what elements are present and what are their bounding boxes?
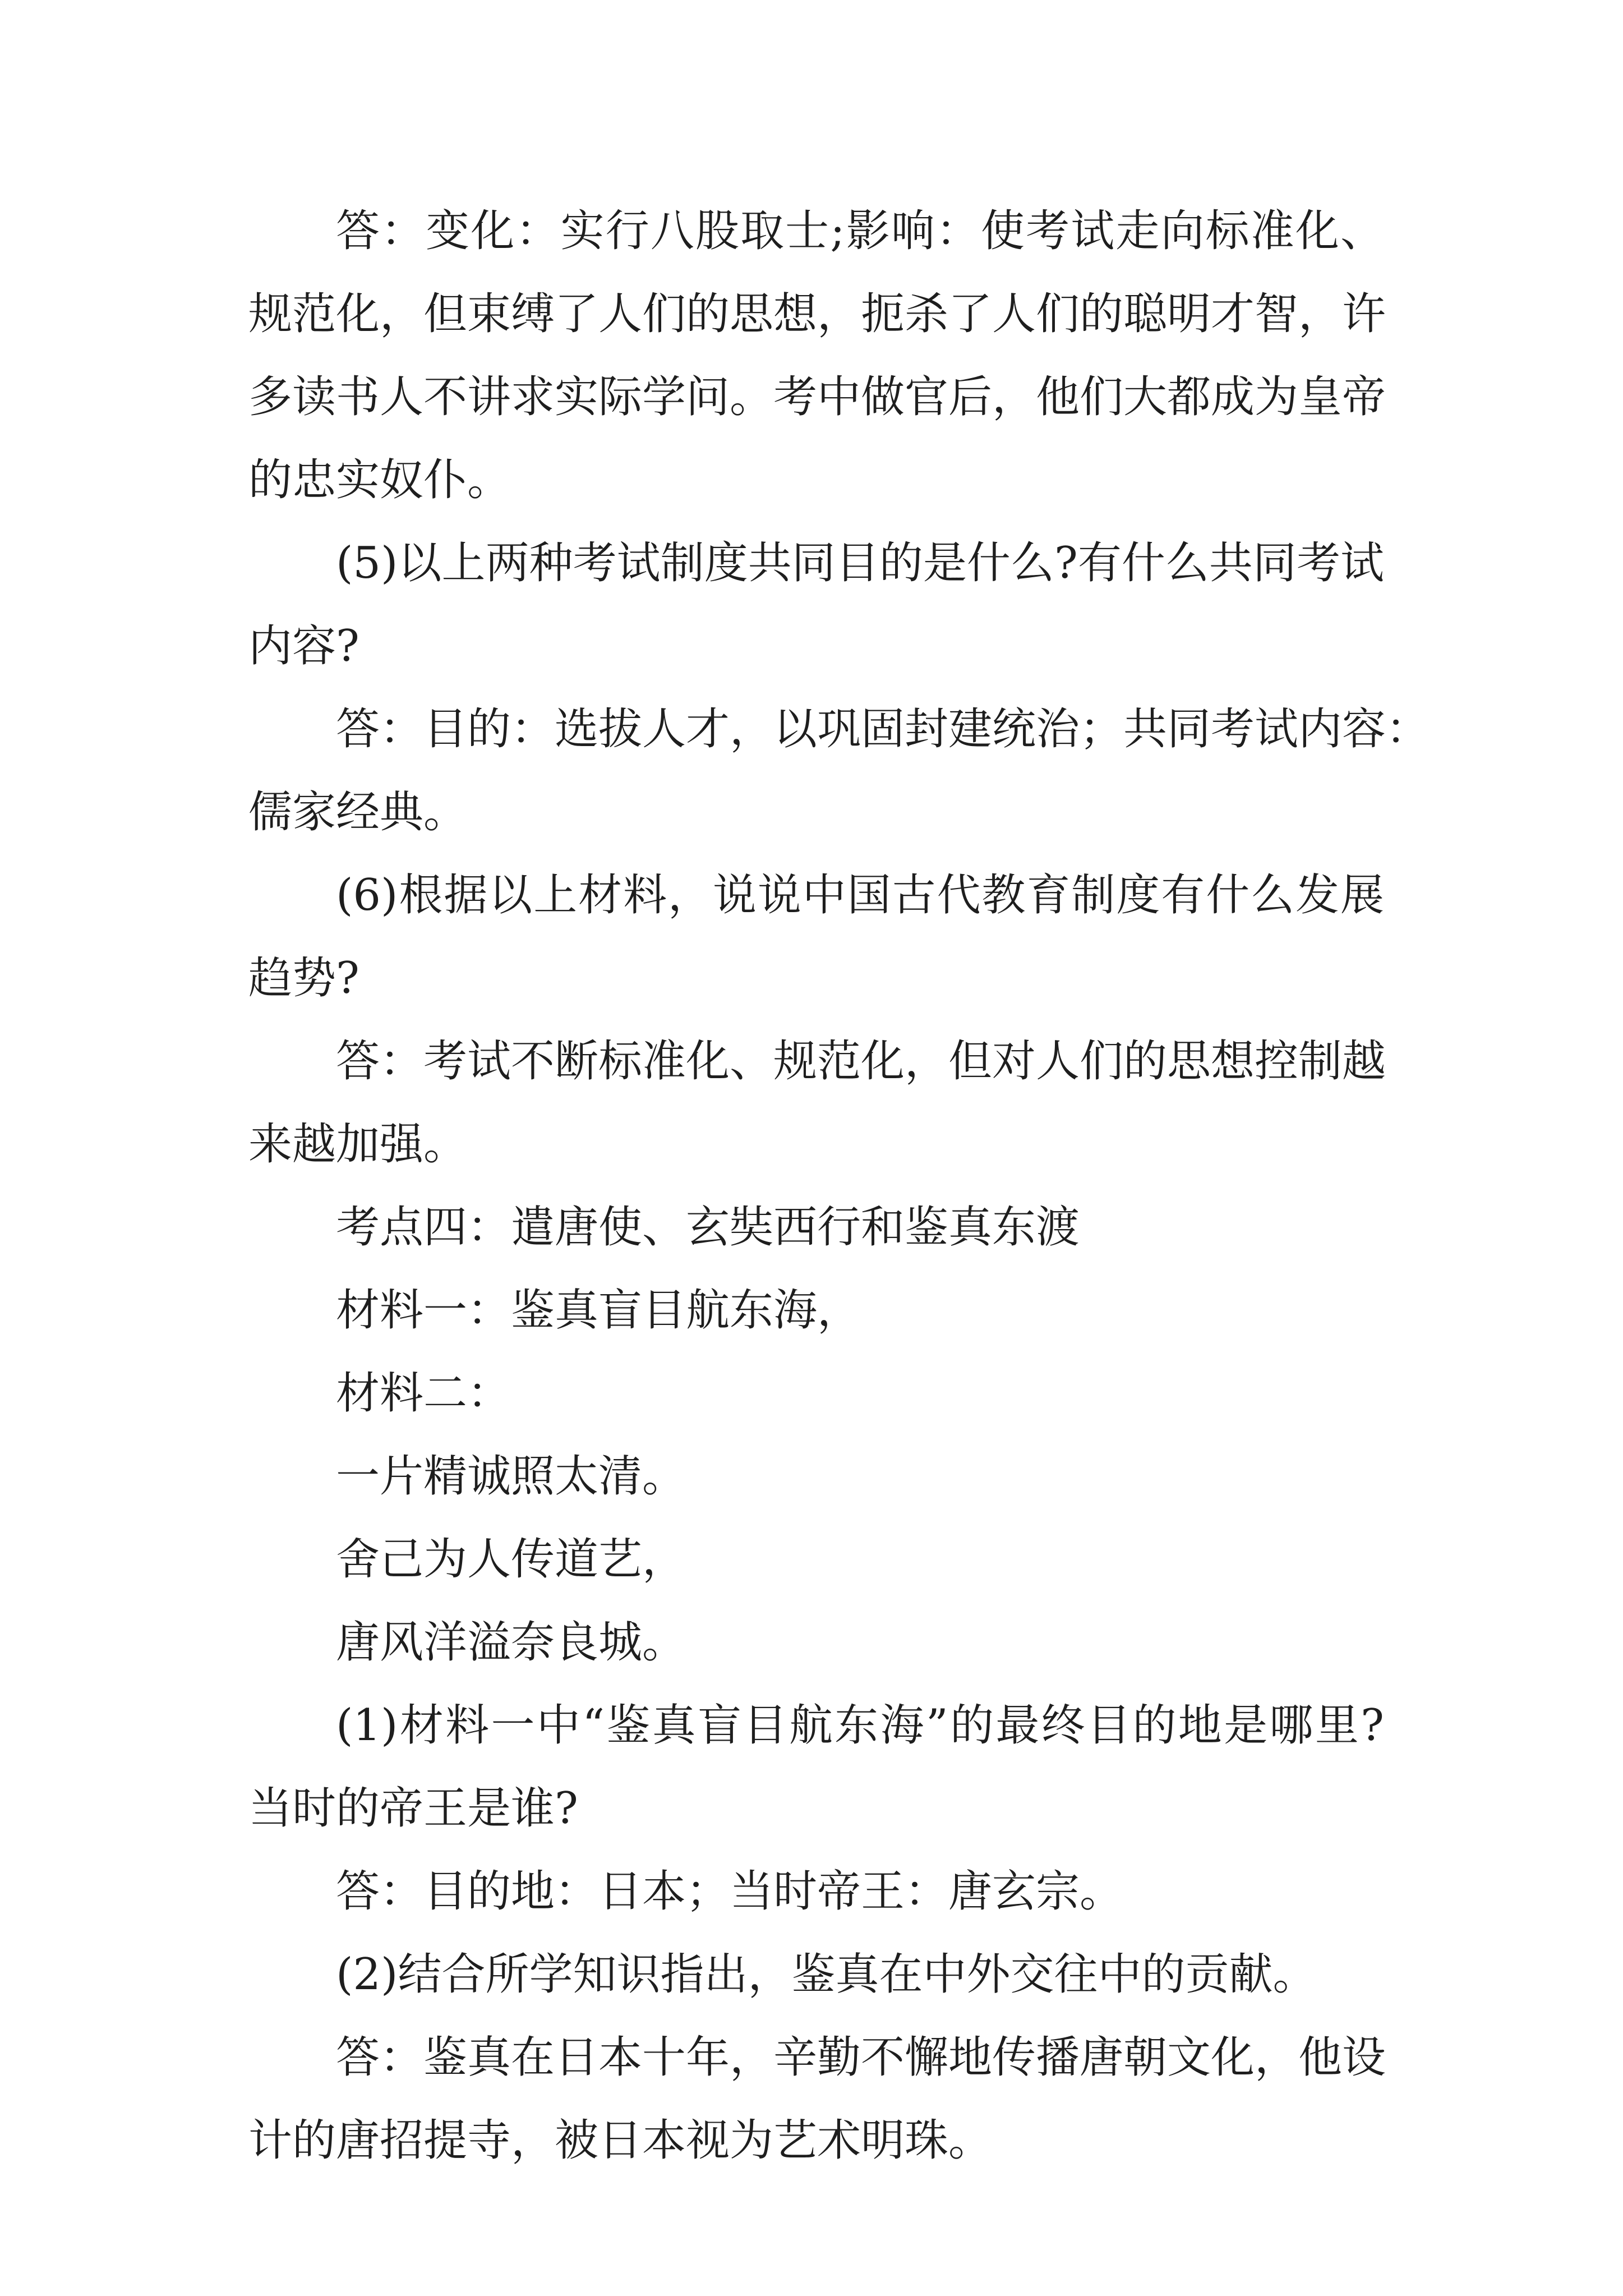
question-line: (5)以上两种考试制度共同目的是什么?有什么共同考试 xyxy=(336,538,1384,588)
poem-line: 唐风洋溢奈良城。 xyxy=(336,1617,686,1668)
paragraph-line: 的忠实奴仆。 xyxy=(248,455,511,505)
question-line: 趋势? xyxy=(248,953,359,1004)
question-line: (1)材料一中“鉴真盲目航东海”的最终目的地是哪里? xyxy=(336,1700,1384,1751)
question-line: (6)根据以上材料，说说中国古代教育制度有什么发展 xyxy=(336,870,1384,921)
answer-line: 答：目的：选拔人才，以巩固封建统治；共同考试内容： xyxy=(336,704,1430,754)
answer-line: 计的唐招提寺，被日本视为艺术明珠。 xyxy=(248,2115,993,2166)
answer-line: 答：考试不断标准化、规范化，但对人们的思想控制越 xyxy=(336,1036,1386,1087)
answer-line: 答：鉴真在日本十年，辛勤不懈地传播唐朝文化，他设 xyxy=(336,2032,1386,2083)
poem-line: 一片精诚照太清。 xyxy=(336,1451,686,1502)
material-line: 材料二： xyxy=(336,1368,511,1419)
paragraph-line: 规范化，但束缚了人们的思想，扼杀了人们的聪明才智，许 xyxy=(248,289,1386,339)
answer-line: 来越加强。 xyxy=(248,1119,468,1170)
question-line: 内容? xyxy=(248,621,359,671)
answer-line: 答：目的地：日本；当时帝王：唐玄宗。 xyxy=(336,1866,1124,1917)
paragraph-line: 答：变化：实行八股取士;影响：使考试走向标准化、 xyxy=(336,206,1384,256)
question-line: 当时的帝王是谁? xyxy=(248,1783,578,1834)
material-line: 材料一：鉴真盲目航东海， xyxy=(336,1285,861,1336)
poem-line: 舍己为人传道艺， xyxy=(336,1534,686,1585)
section-heading: 考点四：遣唐使、玄奘西行和鉴真东渡 xyxy=(336,1202,1080,1253)
question-line: (2)结合所学知识指出，鉴真在中外交往中的贡献。 xyxy=(336,1949,1317,2000)
answer-line: 儒家经典。 xyxy=(248,787,468,838)
paragraph-line: 多读书人不讲求实际学问。考中做官后，他们大都成为皇帝 xyxy=(248,372,1386,422)
